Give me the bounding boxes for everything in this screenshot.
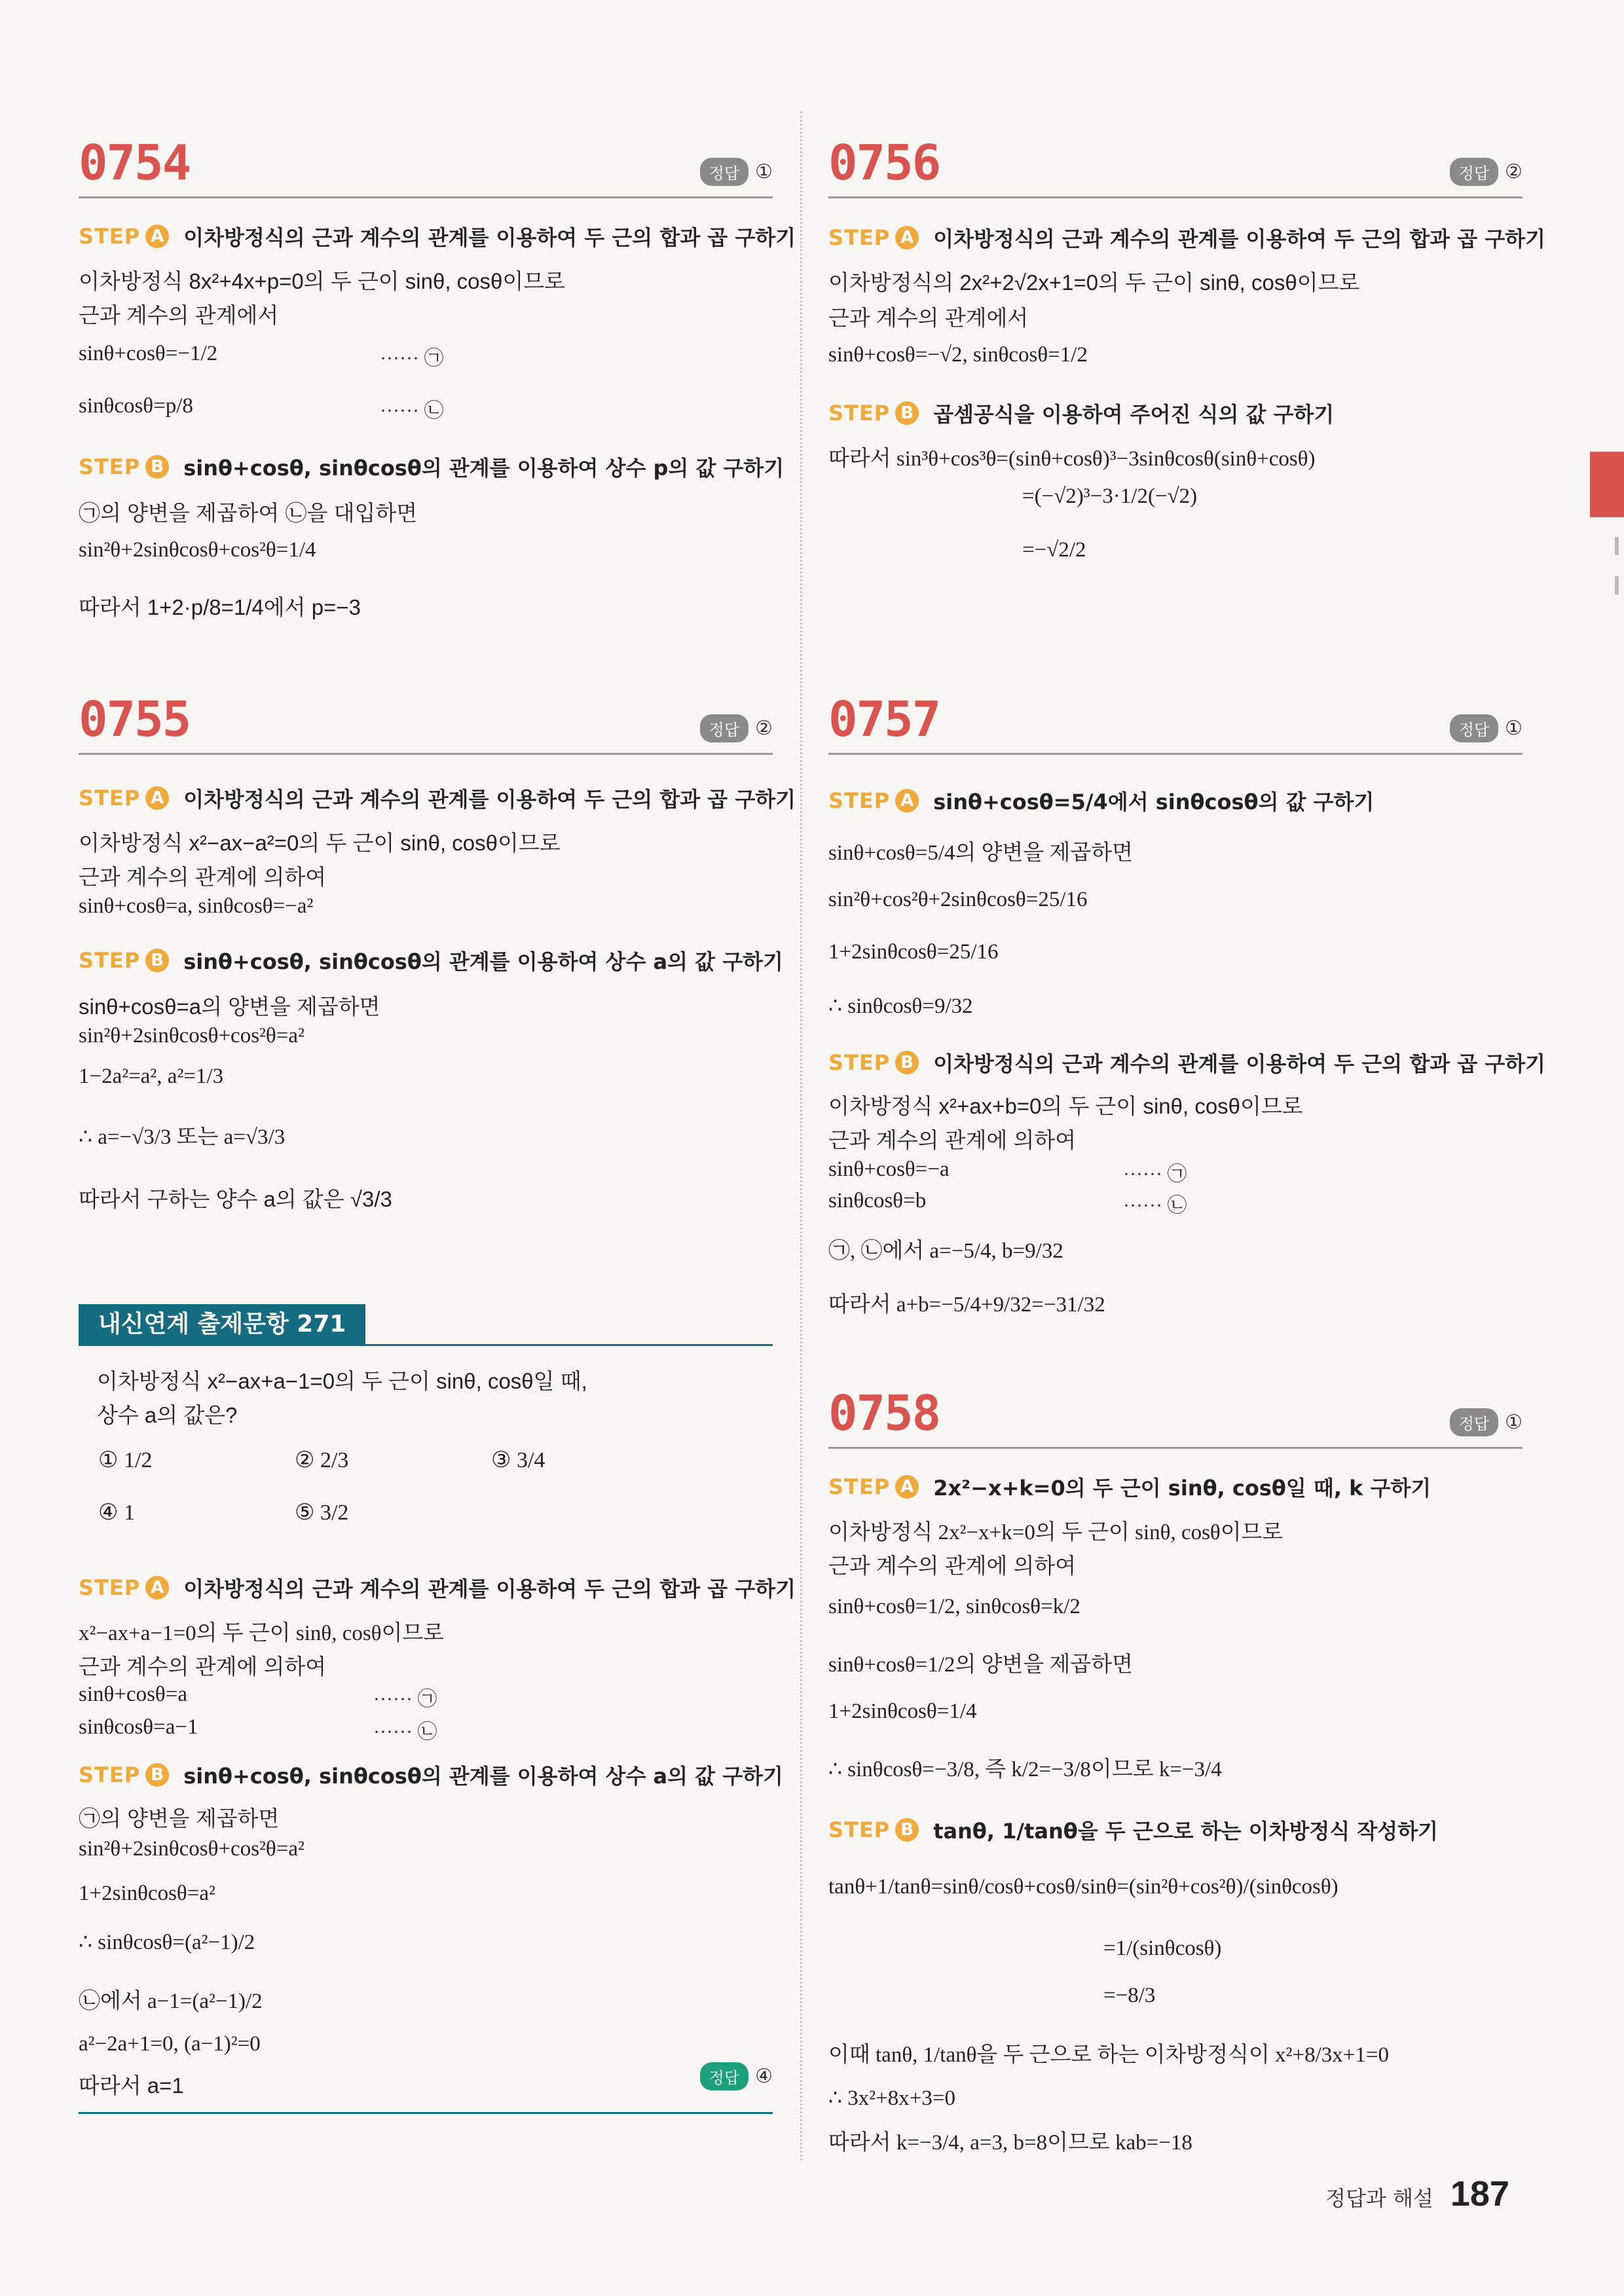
equation-line: sinθ+cosθ=−1/2: [79, 342, 218, 365]
solution-line: 근과 계수의 관계에 의하여: [828, 1128, 1077, 1152]
answer-tag: 정답: [700, 2062, 748, 2090]
equation-line: 이때 tanθ, 1/tanθ을 두 근으로 하는 이차방정식이 x²+8/3x+1=0: [828, 2043, 1389, 2067]
solution-line: 이차방정식 x²−ax−a²=0의 두 근이 sinθ, cosθ이므로: [79, 831, 561, 855]
equation-line: sinθ+cosθ=a: [79, 1683, 187, 1706]
answer-value: ④: [755, 2065, 773, 2088]
equation-line: sinθ+cosθ=1/2의 양변을 제곱하면: [828, 1653, 1134, 1677]
answer-tag: 정답: [1450, 714, 1498, 742]
solution-line: ㉠의 양변을 제곱하면: [79, 1806, 280, 1831]
answer-tag: 정답: [700, 158, 748, 186]
side-mark: [1615, 576, 1619, 594]
banner-rule: [79, 1344, 773, 1346]
solution-line: 근과 계수의 관계에 의하여: [828, 1554, 1077, 1578]
equation-line: 1+2sinθcosθ=25/16: [828, 940, 999, 964]
answer-tag: 정답: [1450, 158, 1498, 186]
choice-5[interactable]: ⑤ 3/2: [295, 1501, 349, 1525]
problem-header-0754: [79, 137, 773, 198]
solution-line: 이차방정식의 2x²+2√2x+1=0의 두 근이 sinθ, cosθ이므로: [828, 270, 1360, 295]
equation-line: =−√2/2: [1022, 538, 1086, 562]
solution-line: 따라서 a=1: [79, 2073, 184, 2098]
equation-marker: ······ ㉠: [380, 348, 444, 369]
equation-line: sinθ+cosθ=−a: [828, 1157, 950, 1181]
equation-marker: ······ ㉡: [380, 400, 444, 422]
step-b-heading: STEP B sinθ+cosθ, sinθcosθ의 관계를 이용하여 상수 p의 값 구하기: [79, 454, 784, 481]
footer-section-title: 정답과 해설: [1325, 2186, 1433, 2211]
equation-line: sinθ+cosθ=5/4의 양변을 제곱하면: [828, 841, 1134, 865]
page-number: 187: [1450, 2174, 1509, 2214]
step-a-heading: STEP A 이차방정식의 근과 계수의 관계를 이용하여 두 근의 합과 곱 구하기: [828, 225, 1546, 251]
equation-line: ∴ a=−√3/3 또는 a=√3/3: [79, 1125, 286, 1149]
equation-line: sinθ+cosθ=−√2, sinθcosθ=1/2: [828, 343, 1088, 367]
choice-1[interactable]: ① 1/2: [98, 1448, 153, 1472]
equation-line: sin²θ+2sinθcosθ+cos²θ=a²: [79, 1837, 304, 1861]
solution-line: 이차방정식 8x²+4x+p=0의 두 근이 sinθ, cosθ이므로: [79, 269, 566, 293]
equation-line: =(−√2)³−3·1/2(−√2): [1022, 484, 1198, 508]
equation-marker: ······ ㉡: [373, 1721, 437, 1743]
step-b-heading: STEP B 곱셈공식을 이용하여 주어진 식의 값 구하기: [828, 401, 1335, 427]
question-line: 이차방정식 x²−ax+a−1=0의 두 근이 sinθ, cosθ일 때,: [97, 1369, 587, 1393]
equation-line: ∴ 3x²+8x+3=0: [828, 2086, 955, 2110]
question-line: 상수 a의 값은?: [97, 1403, 238, 1427]
problem-header-0757: [828, 691, 1522, 755]
answer-badge: [700, 714, 773, 742]
equation-marker: ······ ㉠: [373, 1688, 437, 1710]
problem-header-0756: [828, 137, 1522, 198]
solution-line: 따라서 1+2·p/8=1/4에서 p=−3: [79, 595, 361, 619]
step-b-heading: STEP B tanθ, 1/tanθ을 두 근으로 하는 이차방정식 작성하기: [828, 1817, 1439, 1844]
equation-line: sinθcosθ=a−1: [79, 1715, 198, 1739]
answer-badge: [1450, 158, 1522, 186]
step-a-heading: STEP A sinθ+cosθ=5/4에서 sinθcosθ의 값 구하기: [828, 788, 1375, 814]
equation-line: =−8/3: [1103, 1984, 1156, 2007]
equation-line: 따라서 k=−3/4, a=3, b=8이므로 kab=−18: [828, 2131, 1192, 2155]
solution-line: ㉠의 양변을 제곱하여 ㉡을 대입하면: [79, 501, 418, 525]
equation-line: ㉠, ㉡에서 a=−5/4, b=9/32: [828, 1239, 1063, 1263]
problem-number: 0756: [828, 135, 940, 191]
answer-value: ①: [1505, 1411, 1522, 1434]
step-a-heading: STEP A 이차방정식의 근과 계수의 관계를 이용하여 두 근의 합과 곱 구하기: [79, 1575, 796, 1601]
equation-line: 따라서 sin³θ+cos³θ=(sinθ+cosθ)³−3sinθcosθ(sinθ+cosθ): [828, 447, 1316, 471]
equation-line: 1−2a²=a², a²=1/3: [79, 1065, 224, 1088]
answer-value: ②: [755, 717, 773, 740]
solution-line: 근과 계수의 관계에 의하여: [79, 865, 327, 889]
choice-3[interactable]: ③ 3/4: [491, 1448, 545, 1472]
equation-line: ㉡에서 a−1=(a²−1)/2: [79, 1990, 263, 2013]
solution-line: 따라서 구하는 양수 a의 값은 √3/3: [79, 1187, 392, 1211]
equation-marker: ······ ㉠: [1123, 1163, 1187, 1185]
step-b-heading: STEP B 이차방정식의 근과 계수의 관계를 이용하여 두 근의 합과 곱 구하기: [828, 1050, 1546, 1076]
column-divider: [800, 111, 802, 2160]
solution-line: 이차방정식 2x²−x+k=0의 두 근이 sinθ, cosθ이므로: [828, 1521, 1283, 1544]
problem-number: 0757: [828, 691, 940, 748]
equation-line: 1+2sinθcosθ=1/4: [828, 1700, 977, 1723]
problem-header-0758: [828, 1385, 1522, 1449]
side-mark: [1615, 537, 1619, 555]
equation-line: a²−2a+1=0, (a−1)²=0: [79, 2032, 261, 2056]
equation-line: sin²θ+cos²θ+2sinθcosθ=25/16: [828, 888, 1088, 911]
problem-number: 0755: [79, 691, 191, 748]
equation-line: sinθcosθ=b: [828, 1189, 927, 1212]
equation-line: tanθ+1/tanθ=sinθ/cosθ+cosθ/sinθ=(sin²θ+cos²θ)/(sinθcosθ): [828, 1875, 1338, 1899]
equation-line: ∴ sinθcosθ=(a²−1)/2: [79, 1931, 255, 1954]
step-a-heading: STEP A 2x²−x+k=0의 두 근이 sinθ, cosθ일 때, k 구하기: [828, 1474, 1431, 1501]
answer-tag: 정답: [1450, 1408, 1498, 1436]
equation-line: sin²θ+2sinθcosθ+cos²θ=a²: [79, 1024, 304, 1048]
choice-2[interactable]: ② 2/3: [295, 1448, 349, 1472]
problem-header-0755: [79, 691, 773, 755]
equation-line: 1+2sinθcosθ=a²: [79, 1882, 215, 1905]
equation-line: sinθ+cosθ=1/2, sinθcosθ=k/2: [828, 1595, 1080, 1618]
solution-line: x²−ax+a−1=0의 두 근이 sinθ, cosθ이므로: [79, 1622, 445, 1645]
problem-number: 0758: [828, 1385, 940, 1442]
linked-problem-banner: [79, 1304, 773, 1346]
answer-badge: [700, 158, 773, 186]
solution-line: 근과 계수의 관계에서: [79, 303, 279, 327]
step-b-heading: STEP B sinθ+cosθ, sinθcosθ의 관계를 이용하여 상수 a의 값 구하기: [79, 1762, 783, 1789]
equation-line: =1/(sinθcosθ): [1103, 1937, 1222, 1960]
solution-line: sinθ+cosθ=a의 양변을 제곱하면: [79, 994, 380, 1019]
equation-line: sinθcosθ=p/8: [79, 394, 193, 418]
step-b-heading: STEP B sinθ+cosθ, sinθcosθ의 관계를 이용하여 상수 a의 값 구하기: [79, 948, 783, 974]
step-a-heading: STEP A 이차방정식의 근과 계수의 관계를 이용하여 두 근의 합과 곱 구하기: [79, 224, 796, 250]
answer-badge: [1450, 714, 1522, 742]
answer-value: ①: [1505, 717, 1522, 740]
solution-line: 근과 계수의 관계에 의하여: [79, 1654, 327, 1679]
section-end-rule: [79, 2112, 773, 2114]
choice-4[interactable]: ④ 1: [98, 1501, 135, 1525]
answer-value: ①: [755, 160, 773, 183]
answer-badge: [700, 2062, 773, 2090]
equation-marker: ······ ㉡: [1123, 1195, 1187, 1216]
equation-line: ∴ sinθcosθ=−3/8, 즉 k/2=−3/8이므로 k=−3/4: [828, 1758, 1222, 1781]
answer-value: ②: [1505, 160, 1522, 183]
page-footer: [1325, 2174, 1509, 2214]
equation-line: sin²θ+2sinθcosθ+cos²θ=1/4: [79, 538, 316, 562]
answer-badge: [1450, 1408, 1522, 1436]
linked-problem-label: 내신연계 출제문항 271: [79, 1304, 365, 1345]
solution-line: 근과 계수의 관계에서: [828, 306, 1029, 330]
answer-tag: 정답: [700, 714, 748, 742]
problem-number: 0754: [79, 135, 191, 191]
equation-line: sinθ+cosθ=a, sinθcosθ=−a²: [79, 894, 314, 918]
solution-line: 이차방정식 x²+ax+b=0의 두 근이 sinθ, cosθ이므로: [828, 1094, 1303, 1118]
equation-line: ∴ sinθcosθ=9/32: [828, 994, 973, 1018]
chapter-side-tab: [1590, 452, 1624, 517]
step-a-heading: STEP A 이차방정식의 근과 계수의 관계를 이용하여 두 근의 합과 곱 구하기: [79, 786, 796, 812]
equation-line: 따라서 a+b=−5/4+9/32=−31/32: [828, 1293, 1105, 1317]
